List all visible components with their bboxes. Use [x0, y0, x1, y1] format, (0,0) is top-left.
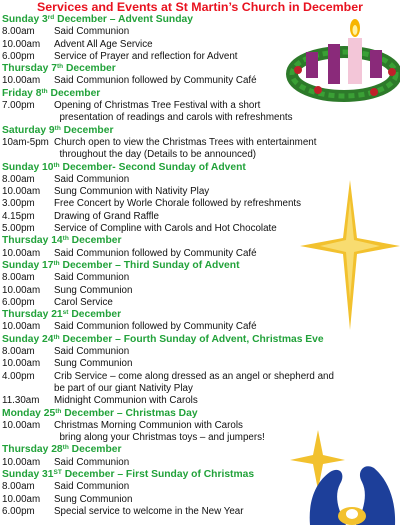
day-heading: Saturday 9th December: [2, 124, 114, 136]
day-heading: Friday 8th December: [2, 87, 101, 99]
day-heading: Monday 25th December – Christmas Day: [2, 407, 198, 419]
event-row: [2, 371, 398, 396]
day-heading: Thursday 21st December: [2, 309, 122, 321]
day-heading: Thursday 14th December: [2, 235, 122, 247]
event-row: [2, 346, 398, 358]
event-time: 6.00pm: [2, 50, 35, 62]
event-time: 10.00am: [2, 493, 41, 505]
day-heading: Thursday 7th December: [2, 63, 116, 75]
event-time: 7.00pm: [2, 100, 35, 112]
event-time: 10.00am: [2, 186, 41, 198]
event-time: 11.30am: [2, 395, 40, 407]
event-description: Said Communion: [54, 456, 130, 468]
day-heading: Thursday 28th December: [2, 444, 122, 456]
event-description: Sung Communion: [54, 493, 133, 505]
event-description: Said Communion: [54, 173, 130, 185]
event-time: 10am-5pm: [2, 136, 49, 148]
event-description: Drawing of Grand Raffle: [54, 210, 159, 222]
event-time: 8.00am: [2, 26, 35, 38]
event-description: Service of Compline with Carols and Hot Chocolate: [54, 223, 277, 235]
event-description: Said Communion followed by Community Café: [54, 321, 257, 333]
event-time: 8.00am: [2, 481, 35, 493]
event-description: Free Concert by Worle Chorale followed by refreshments: [54, 198, 302, 210]
event-description: Said Communion: [54, 346, 130, 358]
event-description: Service of Prayer and reflection for Advent: [54, 50, 238, 62]
event-time: 8.00am: [2, 272, 35, 284]
event-description: Carol Service: [54, 296, 113, 308]
page-title: Services and Events at St Martin’s Church in December: [37, 0, 363, 14]
event-description: Crib Service – come along dressed as an angel or shepherd and be part of our giant Nativity Play: [54, 370, 334, 394]
event-time: 4.00pm: [2, 370, 35, 382]
event-time: 10.00am: [2, 38, 41, 50]
event-row: [2, 137, 398, 162]
advent-wreath-icon: [284, 14, 400, 102]
event-row: [2, 358, 398, 370]
day-heading: Sunday 10th December- Second Sunday of Advent: [2, 161, 246, 173]
event-description: Special service to welcome in the New Year: [54, 505, 244, 517]
event-time: 10.00am: [2, 358, 41, 370]
event-description: Sung Communion with Nativity Play: [54, 186, 210, 198]
christmas-star-icon: [300, 180, 400, 330]
day-heading: Sunday 24th December – Fourth Sunday of Advent, Christmas Eve: [2, 333, 324, 345]
event-time: 4.15pm: [2, 210, 35, 222]
event-time: 10.00am: [2, 321, 41, 333]
event-time: 10.00am: [2, 247, 41, 259]
event-description: Said Communion: [54, 272, 130, 284]
day-heading: Sunday 31ST December – First Sunday of Christmas: [2, 468, 255, 480]
event-description: Said Communion: [54, 26, 130, 38]
event-time: 10.00am: [2, 284, 41, 296]
event-time: 10.00am: [2, 456, 41, 468]
event-description: Opening of Christmas Tree Festival with a short presentation of readings and carols with refreshments: [54, 100, 293, 124]
event-description: Said Communion followed by Community Café: [54, 75, 257, 87]
day-heading: Sunday 3rd December – Advent Sunday: [2, 14, 193, 25]
day-heading: Sunday 17th December – Third Sunday of Advent: [2, 259, 240, 271]
event-description: Church open to view the Christmas Trees with entertainment throughout the day (Details to be announced): [54, 136, 317, 161]
event-description: Sung Communion: [54, 358, 133, 370]
event-time: 6.00pm: [2, 505, 35, 517]
event-time: 10.00am: [2, 419, 41, 431]
event-time: 3.00pm: [2, 198, 35, 210]
event-description: Sung Communion: [54, 284, 133, 296]
event-row: [2, 395, 398, 407]
event-time: 8.00am: [2, 173, 35, 185]
event-description: Said Communion followed by Community Café: [54, 247, 257, 259]
event-description: Said Communion: [54, 481, 130, 493]
event-description: Midnight Communion with Carols: [54, 395, 198, 407]
nativity-silhouette-icon: [290, 430, 400, 525]
event-time: 8.00am: [2, 346, 35, 358]
event-description: Christmas Morning Communion with Carols bring along your Christmas toys – and jumpers!: [54, 419, 265, 444]
event-row: [2, 100, 398, 125]
event-time: 10.00am: [2, 75, 41, 87]
event-description: Advent All Age Service: [54, 38, 153, 50]
event-time: 5.00pm: [2, 223, 35, 235]
event-time: 6.00pm: [2, 296, 35, 308]
